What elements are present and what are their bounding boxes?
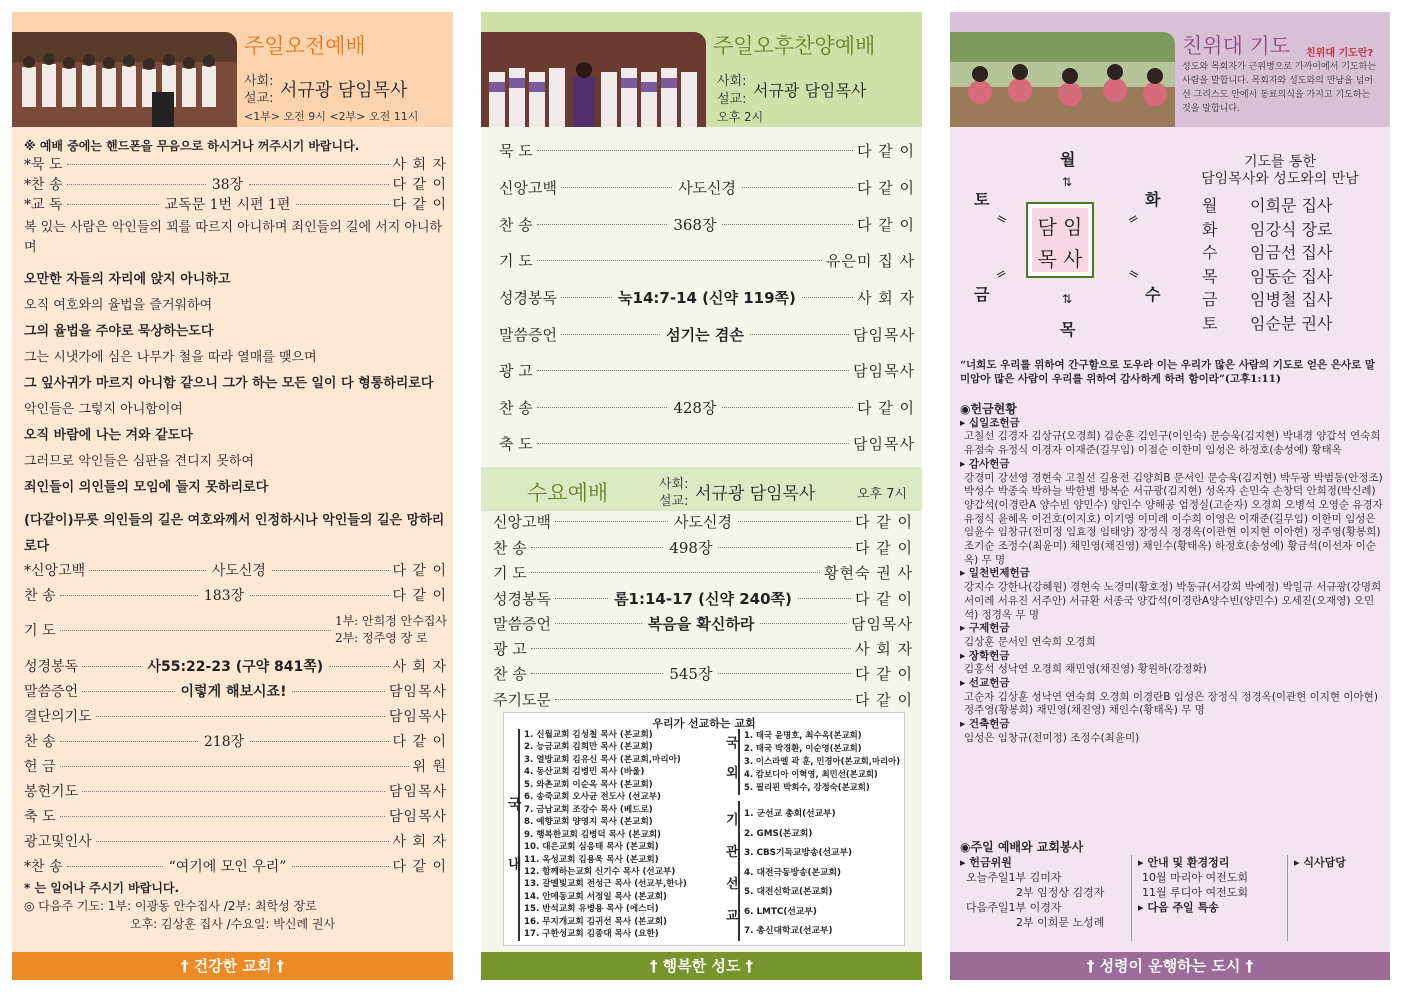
- list-item: 2. GMS(본교회): [744, 828, 813, 839]
- service-col: [960, 855, 1132, 941]
- order-row: 신앙고백 사도신경 다 같 이: [493, 513, 914, 531]
- subsection-title: ▸ 건축헌금: [960, 718, 1010, 731]
- order-row: 찬 송 428장 다 같 이: [499, 399, 916, 417]
- choir-photo: [481, 32, 706, 127]
- order-row: 주기도문 다 같 이: [493, 691, 913, 709]
- list-item: 3. CBS기독교방송(선교부): [744, 848, 853, 858]
- order-row: *신앙고백 사도신경 다 같 이: [24, 563, 448, 579]
- list-item: 2부 임정상 김경자: [1016, 886, 1105, 899]
- arrow-icon: ⇅: [1062, 175, 1073, 189]
- list-item: 4. 대전극동방송(본교회): [744, 867, 842, 878]
- leader-name: 서규광 담임목사: [753, 81, 867, 100]
- offering-section: [960, 403, 1385, 746]
- day-wed: 수: [1145, 285, 1161, 304]
- list-item: 8. 예향교회 양영지 목사 (본교회): [524, 817, 653, 828]
- prayer-guard-panel: [950, 12, 1390, 980]
- subsection-title: ▸ 십일조헌금: [960, 416, 1020, 429]
- org-label: 기관선교: [726, 801, 740, 941]
- psalm-line: (다같이)무릇 의인들의 길은 여호와께서 인정하시나 악인들의 길은 망하리로다: [24, 513, 445, 554]
- list-item: 1. 신월교회 김성철 목사 (본교회): [524, 730, 653, 740]
- leader-name: 서규광 담임목사: [280, 80, 408, 101]
- preacher-label: 설교:: [717, 92, 747, 107]
- list-item: 5. 필리핀 박희수, 강정숙(본교회): [744, 782, 870, 792]
- service-time: 오후 2시: [717, 110, 764, 124]
- name-list: 임성은 임창규(전미정) 조정수(최윤미): [964, 731, 1140, 744]
- caption-line: 기도를 통한: [1243, 154, 1317, 170]
- list-item: 9. 행복한교회 김병덕 목사 (본교회): [524, 829, 661, 840]
- psalm-line: 그러므로 악인들은 심판을 견디지 못하여: [24, 454, 255, 469]
- subsection-title: ▸ 감사헌금: [960, 457, 1010, 470]
- prayer-description: 성도와 목회자가 근위병으로 가까이에서 기도하는 사람을 말합니다. 목회자와 성도와의 만남을 넘어선 그리스도 안에서 동료의식을 가지고 기도하는 것을 말합니다.: [1182, 62, 1377, 114]
- arrow-icon: =: [1124, 210, 1142, 229]
- leader-label: 사회:: [244, 74, 274, 89]
- wednesday-header: [481, 467, 922, 511]
- subsection-title: ▸ 식사담당: [1294, 856, 1346, 869]
- center-label: 담 임: [1037, 215, 1083, 239]
- list-item: 5. 대전신학교(본교회): [744, 887, 833, 897]
- list-item: 오늘주일1부 김미자: [966, 871, 1062, 884]
- roster-row: 월 이희문 집사: [1202, 196, 1333, 215]
- order-row: 찬 송 218장 다 같 이: [24, 734, 448, 750]
- roster-row: 목 임동순 집사: [1202, 266, 1333, 286]
- day-thu: 목: [1060, 320, 1076, 339]
- list-item: 17. 구한성교회 김종대 목사 (요한): [524, 929, 659, 940]
- roster-row: 토 임순분 권사: [1202, 313, 1333, 333]
- subsection-title: ▸ 일천번제헌금: [960, 567, 1030, 580]
- order-row: 성경봉독 눅14:7-14 (신약 119쪽) 사 회 자: [499, 289, 916, 307]
- roster-row: 화 임강식 장로: [1202, 219, 1333, 239]
- list-item: 11월 루디아 여전도회: [1142, 886, 1248, 899]
- caption-line: 담임목사와 성도와의 만남: [1201, 171, 1359, 187]
- list-item: 1. 태국 윤명호, 최수옥(본교회): [744, 730, 862, 740]
- order-row: 말씀증언 섬기는 겸손 담임목사: [499, 326, 915, 344]
- list-item: 16. 무지개교회 김귀선 목사 (본교회): [524, 916, 667, 927]
- footer-banner: † 행복한 성도 †: [481, 952, 922, 980]
- psalm-line: 그는 시냇가에 심은 나무가 철을 따라 열매를 맺으며: [24, 350, 317, 365]
- psalm-line: 그 잎사귀가 마르지 아니함 같으니 그가 하는 모든 일이 다 형통하리로다: [24, 376, 434, 391]
- meeting-caption: [1180, 154, 1380, 188]
- pastor-box: [1026, 202, 1094, 278]
- day-sat: 토: [974, 190, 990, 209]
- order-row: 기 도 황현숙 권 사: [493, 564, 913, 582]
- name-list: 김상훈 문서인 연숙희 오경희: [964, 635, 1096, 648]
- service-table: [960, 855, 1380, 945]
- next-prayer-2: 오후: 김상훈 집사 /수요일: 박신례 권사: [130, 917, 336, 931]
- subsection-title: ▸ 장학헌금: [960, 649, 1010, 662]
- list-item: 14. 안메동교회 서정일 목사 (본교회): [524, 891, 667, 902]
- order-row: 광 고 담임목사: [499, 362, 915, 380]
- prayer-roster: [1202, 194, 1382, 335]
- list-item: 2부 이희문 노성례: [1016, 916, 1105, 929]
- order-row: 성경봉독 사55:22-23 (구약 841쪽) 사 회 자: [24, 659, 448, 675]
- order-row: 성경봉독 롬1:14-17 (신약 240쪽) 다 같 이: [493, 590, 914, 608]
- order-row: *찬 송 38장 다 같 이: [24, 177, 448, 193]
- order-row: 헌 금 위 원: [24, 759, 447, 775]
- order-row: 묵 도 다 같 이: [499, 142, 915, 160]
- arrow-icon: =: [992, 265, 1010, 284]
- arrow-icon: =: [992, 210, 1010, 229]
- psalm-line: 오만한 자들의 자리에 앉지 아니하고: [24, 272, 231, 287]
- list-item: 1. 군선교 총회(선교부): [744, 809, 836, 819]
- day-tue: 화: [1145, 190, 1161, 209]
- list-item: 3. 이스라엘 곽 훈, 민경아(본교회,마리아): [744, 756, 901, 766]
- order-row: 축 도 담임목사: [499, 435, 915, 453]
- order-row: *묵 도 사 회 자: [24, 157, 447, 173]
- order-row: 결단의기도 담임목사: [24, 709, 447, 725]
- list-item: 3. 열방교회 김유신 목사 (본교회,마리아): [524, 754, 681, 765]
- preacher-label: 설교:: [659, 494, 689, 509]
- list-item: 6. 송죽교회 오사균 전도사 (선교부): [524, 792, 661, 803]
- footer-banner: † 성령이 운행하는 도시 †: [950, 952, 1390, 980]
- psalm-line: 그의 율법을 주야로 묵상하는도다: [24, 324, 214, 339]
- order-row: 기 도 1부: 안희정 안수집사 2부: 정주영 장 로: [24, 614, 447, 645]
- name-list: 고칠선 김경자 김상규(오경희) 김순훈 김인구(이인숙) 문승욱(김지현) 박내경 양갑석 연숙희 유점숙 유정식 이경자 이재준(길무임) 이점순 이한미 임성은 하정호(송성예) 황태옥: [964, 430, 1381, 457]
- verse-quote: “너희도 우리를 위하여 간구함으로 도우라 이는 우리가 많은 사람의 기도로 얻은 은사로 말미암아 많은 사람이 우리를 위하여 감사하게 하려 함이라”(고후1:11): [960, 359, 1376, 385]
- next-prayer: ◎ 다음주 기도: 1부: 이광동 안수집사 /2부: 최학성 장로: [24, 899, 317, 913]
- order-row: 말씀증언 이렇게 해보시죠! 담임목사: [24, 684, 447, 700]
- list-item: 10월 마리아 여전도회: [1142, 871, 1248, 884]
- roster-row: 수 임금선 집사: [1202, 243, 1333, 262]
- psalm-line: 죄인들이 의인들의 모임에 들지 못하리로다: [24, 480, 269, 495]
- order-row: 찬 송 368장 다 같 이: [499, 216, 916, 234]
- list-item: 12. 함께하는교회 신기수 목사 (선교부): [524, 866, 676, 877]
- foreign-list: [744, 729, 904, 794]
- afternoon-title: 주일오후찬양예배: [713, 34, 876, 58]
- list-item: 7. 총신대학교(선교부): [744, 926, 833, 936]
- order-row: 신앙고백 사도신경 다 같 이: [499, 179, 916, 197]
- mission-box: [503, 712, 905, 946]
- center-label: 목 사: [1037, 247, 1083, 271]
- service-col: [1138, 855, 1288, 941]
- order-row: 찬 송 183장 다 같 이: [24, 588, 448, 604]
- list-item: 5. 와촌교회 이순옥 목사 (본교회): [524, 779, 653, 790]
- service-time: 오후 7시: [857, 487, 908, 502]
- list-item: 4. 동산교회 김병민 목사 (바울): [524, 767, 645, 778]
- subsection-title: ▸ 헌금위원: [960, 856, 1012, 869]
- service-section-title: ◉주일 예배와 교회봉사: [960, 840, 1084, 854]
- leader-name: 서규광 담임목사: [695, 484, 816, 504]
- name-list: 강경미 강선영 경현숙 고칠선 길용전 김양희B 문서인 문승욱(김지현) 박두광 박범동(안정조) 박성수 박종숙 박하늘 박한별 방복순 서규광(김지현) 성옥자 손민숙 손창덕 안희정(박신례) 양갑석(이경란A 양수빈 양민수) 양인수 양해공 엄정실(고순자) 오경희 오병석 오영순 유경자 유정식 윤혜옥 이건호(이지호) 이기영 이미례 이수희 이영은 이재준(길무임) 이한미 임성은 임윤수 임창규(전미정 임효정 임태양) 장정식 정경옥(이관현 이지현 이아현) 정주영(황봉희) 조기순 조정수(최윤미) 채민영(채진영) 채인수(황태옥) 하정호(송성예) 황금석(이선자 이순옥) 무 명: [964, 471, 1383, 566]
- list-item: 15. 반석교회 유병용 목사 (에스더): [524, 904, 659, 915]
- list-item: 2. 태국 박경환, 이순영(본교회): [744, 743, 862, 753]
- morning-title: 주일오전예배: [244, 34, 366, 58]
- order-row: *찬 송 “여기에 모인 우리” 다 같 이: [24, 859, 447, 875]
- subsection-title: ▸ 다음 주일 특송: [1138, 901, 1219, 914]
- psalm-line: 악인들은 그렇지 아니함이여: [24, 402, 183, 417]
- leader-label: 사회:: [659, 477, 689, 492]
- psalm-line: 복 있는 사람은 악인들의 꾀를 따르지 아니하며 죄인들의 길에 서지 아니하며: [24, 220, 443, 255]
- order-row: 기 도 유은미 집 사: [499, 252, 915, 270]
- choir-photo: [12, 32, 237, 127]
- section-title: ◉헌금현황: [960, 402, 1017, 416]
- name-list: 강지수 강한나(강혜원) 경현숙 노경미(황호정) 박동규(서강희 박예정) 박일규 서규광(강명희 서이레 서유진 서주안) 서규환 서종국 양갑석(이경란A양수빈(양민수) 오세진(오재영) 오민석) 정경옥 무 명: [964, 581, 1382, 621]
- day-fri: 금: [974, 285, 990, 304]
- subsection-title: ▸ 구제헌금: [960, 622, 1010, 635]
- name-list: 고순자 김상훈 성낙연 연숙희 오경희 이경란B 임성은 장정식 정경옥(이관현 이지현 이아현) 정주영(황봉희) 채민영(채진영) 채인수(황태옥) 무 명: [964, 690, 1378, 717]
- domestic-list: [524, 729, 722, 941]
- footer-banner: † 건강한 교회 †: [12, 952, 453, 980]
- foreign-label: 국외: [726, 729, 740, 795]
- list-item: 6. LMTC(선교부): [744, 906, 817, 917]
- mission-title: 우리가 선교하는 교회: [652, 717, 756, 730]
- order-row: 봉헌기도 담임목사: [24, 784, 447, 800]
- phone-notice: ※ 예배 중에는 핸드폰을 무음으로 하시거나 꺼주시기 바랍니다.: [24, 139, 360, 153]
- list-item: 4. 캄보디아 이혁영, 최민선(본교회): [744, 769, 878, 779]
- order-row: 찬 송 498장 다 같 이: [493, 539, 914, 557]
- arrow-icon: ⇅: [1062, 292, 1073, 306]
- name-list: 김홍석 성낙연 오경희 채민영(채진영) 황원하(강정화): [964, 663, 1207, 676]
- org-list: [744, 805, 904, 942]
- order-row: 말씀증언 복음을 확신하라 담임목사: [493, 615, 913, 633]
- roster-row: 금 임병철 집사: [1202, 290, 1333, 309]
- service-times: <1부> 오전 9시 <2부> 오전 11시: [244, 110, 419, 123]
- prayer-diagram: [950, 142, 1390, 357]
- prayer-question: 친위대 기도란?: [1306, 48, 1374, 59]
- afternoon-header: [481, 12, 922, 127]
- subsection-title: ▸ 안내 및 환경정리: [1138, 856, 1230, 869]
- wednesday-title: 수요예배: [527, 481, 609, 505]
- psalm-line: 오직 바람에 나는 겨와 같도다: [24, 428, 193, 443]
- service-col: [1294, 855, 1380, 870]
- psalm-line: 오직 여호와의 율법을 즐거워하여: [24, 298, 213, 313]
- order-row: 광고및인사 사 회 자: [24, 834, 447, 850]
- arrow-icon: =: [1124, 265, 1142, 284]
- stand-note: * 는 일어나 주시기 바랍니다.: [24, 881, 180, 895]
- morning-header: [12, 12, 453, 127]
- preacher-label: 설교:: [244, 91, 274, 106]
- domestic-label: 국내: [508, 729, 520, 941]
- list-item: 다음주일1부 이경자: [966, 901, 1062, 914]
- afternoon-worship-panel: [481, 12, 922, 980]
- order-row: 광 고 사 회 자: [493, 640, 913, 658]
- list-item: 7. 금남교회 조강수 목사 (베드로): [524, 804, 653, 815]
- order-row: *교 독 교독문 1번 시편 1편 다 같 이: [24, 197, 448, 213]
- list-item: 10. 대은교회 심응태 목사 (본교회): [524, 842, 659, 853]
- list-item: 2. 능금교회 김희만 목사 (본교회): [524, 742, 653, 753]
- morning-worship-panel: [12, 12, 453, 980]
- day-mon: 월: [1060, 150, 1076, 169]
- order-row: 축 도 담임목사: [24, 809, 447, 825]
- prayer-title: 친위대 기도: [1182, 34, 1291, 58]
- list-item: 13. 갈멜빛교회 전성근 목사 (선교부,한나): [524, 879, 687, 890]
- prayer-photo: [950, 32, 1175, 127]
- order-row: 찬 송 545장 다 같 이: [493, 665, 914, 683]
- subsection-title: ▸ 선교헌금: [960, 677, 1010, 690]
- leader-label: 사회:: [717, 74, 747, 89]
- prayer-header: [950, 12, 1390, 127]
- list-item: 11. 옥성교회 김용욱 목사 (본교회): [524, 854, 659, 865]
